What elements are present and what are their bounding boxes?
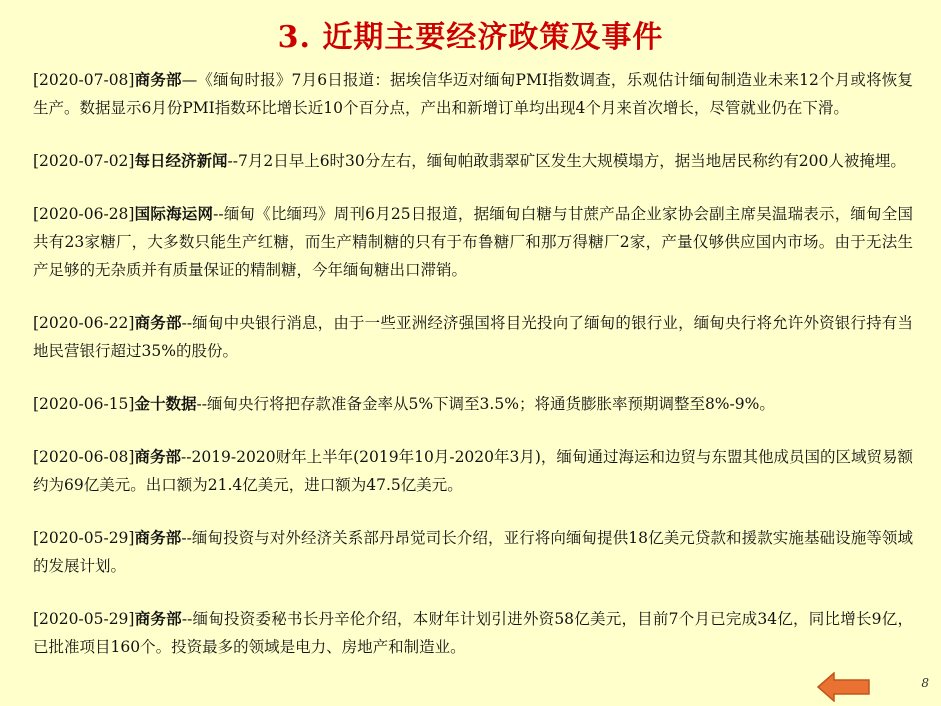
event-source: 金十数据 xyxy=(134,395,197,413)
event-date: [2020-06-08] xyxy=(33,448,135,466)
event-item xyxy=(33,309,913,365)
left-arrow-icon xyxy=(818,673,869,701)
event-date: [2020-07-02] xyxy=(33,152,135,170)
event-content: 缅甸《比缅玛》周刊6月25日报道，据缅甸白糖与甘蔗产品企业家协会副主席吴温瑞表示，缅甸全国共有23家糖厂，大多数只能生产红糖，而生产精制糖的只有于布鲁糖厂和那万得糖厂2家，产量仅够供应国内市场。由于无法生产足够的无杂质并有质量保证的精制糖，今年缅甸糖出口滞销。 xyxy=(33,205,913,279)
event-content: 2019-2020财年上半年(2019年10月-2020年3月)，缅甸通过海运和边贸与东盟其他成员国的区域贸易额约为69亿美元。出口额为21.4亿美元，进口额为47.5亿美元。 xyxy=(33,448,913,494)
event-content: 7月2日早上6时30分左右，缅甸帕敢翡翠矿区发生大规模塌方，据当地居民称约有200人被掩埋。 xyxy=(237,152,906,170)
event-date: [2020-06-22] xyxy=(33,314,135,332)
event-date: [2020-06-28] xyxy=(33,205,135,223)
event-date: [2020-06-15] xyxy=(33,395,135,413)
event-separator: -- xyxy=(227,152,238,170)
event-date: [2020-05-29] xyxy=(33,529,135,547)
event-item xyxy=(33,605,913,661)
event-separator: -- xyxy=(181,610,193,628)
back-arrow-button[interactable] xyxy=(817,672,871,702)
page-number: 8 xyxy=(921,676,929,690)
event-item xyxy=(33,200,913,284)
event-item xyxy=(33,524,913,580)
event-separator: -- xyxy=(180,448,192,466)
page-title: 3. 近期主要经济政策及事件 xyxy=(277,20,664,55)
event-separator: -- xyxy=(181,314,193,332)
event-item xyxy=(33,443,913,499)
event-content: 缅甸央行将把存款准备金率从5%下调至3.5%；将通货膨胀率预期调整至8%-9%。 xyxy=(206,395,775,413)
event-source: 商务部 xyxy=(134,448,181,466)
event-source: 商务部 xyxy=(134,71,182,89)
event-content: 缅甸投资与对外经济关系部丹昂觉司长介绍，亚行将向缅甸提供18亿美元贷款和援款实施基础设施等领域的发展计划。 xyxy=(33,529,913,575)
event-item xyxy=(33,147,913,175)
event-content: 缅甸投资委秘书长丹辛伦介绍，本财年计划引进外资58亿美元，目前7个月已完成34亿，同比增长9亿，已批准项目160个。投资最多的领域是电力、房地产和制造业。 xyxy=(33,610,913,656)
event-list xyxy=(33,66,913,686)
event-source: 商务部 xyxy=(134,529,182,547)
event-item xyxy=(33,66,913,122)
event-source: 国际海运网 xyxy=(134,205,214,223)
event-content: 《缅甸时报》7月6日报道：据埃信华迈对缅甸PMI指数调查，乐观估计缅甸制造业未来12个月或将恢复生产。数据显示6月份PMI指数环比增长近10个百分点，产出和新增订单均出现4个月来首次增长，尽管就业仍在下滑。 xyxy=(33,71,913,117)
event-date: [2020-07-08] xyxy=(33,71,135,89)
event-content: 缅甸中央银行消息，由于一些亚洲经济强国将目光投向了缅甸的银行业，缅甸央行将允许外资银行持有当地民营银行超过35%的股份。 xyxy=(33,314,913,360)
event-separator: — xyxy=(181,71,198,89)
event-source: 商务部 xyxy=(134,314,182,332)
event-separator: -- xyxy=(213,205,224,223)
event-source: 商务部 xyxy=(134,610,182,628)
event-item xyxy=(33,390,913,418)
event-date: [2020-05-29] xyxy=(33,610,135,628)
event-source: 每日经济新闻 xyxy=(134,152,228,170)
event-separator: -- xyxy=(196,395,207,413)
event-separator: -- xyxy=(181,529,192,547)
